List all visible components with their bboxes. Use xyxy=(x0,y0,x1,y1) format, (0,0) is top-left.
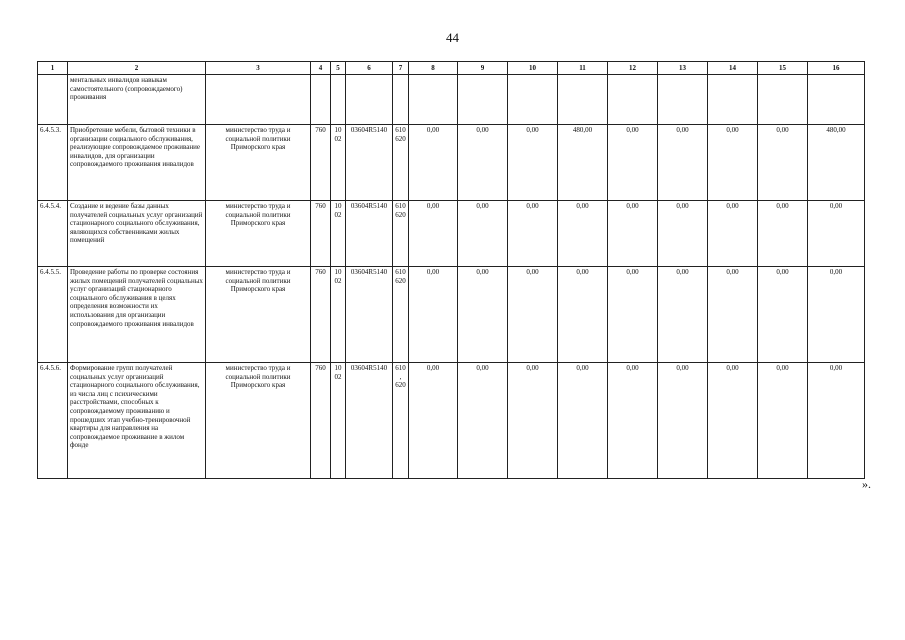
table-row xyxy=(38,125,865,201)
row-c7: 610, 620 xyxy=(393,363,409,479)
row-code: 6.4.5.5. xyxy=(38,267,68,363)
row-value: 0,00 xyxy=(608,267,658,363)
row-executor: министерство труда и социальной политики Приморского края xyxy=(206,267,311,363)
row-name: Проведение работы по проверке состояния жилых помещений получателей социальных услуг организаций стационарного социального обслуживания в целях определения возможности их использования для организации сопровождаемого проживания инвалидов xyxy=(68,267,206,363)
row-c6: 03604R5140 xyxy=(346,125,393,201)
page-number: 44 xyxy=(446,30,459,45)
closing-quote-mark: ». xyxy=(862,477,871,491)
row-value: 0,00 xyxy=(558,363,608,479)
row-value: 0,00 xyxy=(608,201,658,267)
row-value: 0,00 xyxy=(808,201,865,267)
row-executor: министерство труда и социальной политики Приморского края xyxy=(206,363,311,479)
row-value: 0,00 xyxy=(458,363,508,479)
row-value: 0,00 xyxy=(608,125,658,201)
row-value: 0,00 xyxy=(458,267,508,363)
column-header: 7 xyxy=(393,62,409,75)
row-c5: 1002 xyxy=(331,267,346,363)
row-c5: 1002 xyxy=(331,125,346,201)
column-header: 4 xyxy=(311,62,331,75)
row-c5: 1002 xyxy=(331,201,346,267)
column-header: 15 xyxy=(758,62,808,75)
row-value: 0,00 xyxy=(658,201,708,267)
row-value: 480,00 xyxy=(808,125,865,201)
row-value: 0,00 xyxy=(658,125,708,201)
row-c4: 760 xyxy=(311,363,331,479)
column-header: 8 xyxy=(409,62,458,75)
table-row xyxy=(38,363,865,479)
row-code: 6.4.5.3. xyxy=(38,125,68,201)
row-value: 0,00 xyxy=(508,201,558,267)
row-value: 0,00 xyxy=(458,125,508,201)
row-c6: 03604R5140 xyxy=(346,363,393,479)
column-header: 2 xyxy=(68,62,206,75)
column-header: 5 xyxy=(331,62,346,75)
row-c6: 03604R5140 xyxy=(346,201,393,267)
row-value: 0,00 xyxy=(808,363,865,479)
row-value: 0,00 xyxy=(708,363,758,479)
row-value: 0,00 xyxy=(458,201,508,267)
column-header: 13 xyxy=(658,62,708,75)
row-c7: 610 620 xyxy=(393,125,409,201)
row-value: 0,00 xyxy=(758,125,808,201)
row-name: Формирование групп получателей социальных услуг организаций стационарного социального обслуживания, из числа лиц с психическими расстройствами, способных к сопровождаемому проживанию и прошедших этап учебно-тренировочной квартиры для направления на сопровождаемое проживание в жилом фонде xyxy=(68,363,206,479)
column-header: 3 xyxy=(206,62,311,75)
column-header: 9 xyxy=(458,62,508,75)
column-header: 10 xyxy=(508,62,558,75)
row-c7: 610 620 xyxy=(393,201,409,267)
column-header: 12 xyxy=(608,62,658,75)
row-value: 0,00 xyxy=(708,201,758,267)
row-code: 6.4.5.4. xyxy=(38,201,68,267)
row-value: 0,00 xyxy=(758,201,808,267)
row-c4: 760 xyxy=(311,125,331,201)
row-value: 0,00 xyxy=(808,267,865,363)
row-c6: 03604R5140 xyxy=(346,267,393,363)
row-value: 0,00 xyxy=(409,363,458,479)
row-value: 0,00 xyxy=(658,363,708,479)
row-name: Приобретение мебели, бытовой техники в организации социального обслуживания, реализующие сопровождаемое проживание инвалидов, для организации сопровождаемого проживания инвалидов xyxy=(68,125,206,201)
row-value: 0,00 xyxy=(508,125,558,201)
row-value: 0,00 xyxy=(409,201,458,267)
header-row xyxy=(38,62,865,75)
row-value: 0,00 xyxy=(558,267,608,363)
row-c7: 610 620 xyxy=(393,267,409,363)
row-value: 0,00 xyxy=(508,267,558,363)
column-header: 6 xyxy=(346,62,393,75)
row-value: 480,00 xyxy=(558,125,608,201)
row-value: 0,00 xyxy=(608,363,658,479)
row-value: 0,00 xyxy=(758,267,808,363)
row-c4: 760 xyxy=(311,201,331,267)
column-header: 16 xyxy=(808,62,865,75)
row-value: 0,00 xyxy=(558,201,608,267)
row-value: 0,00 xyxy=(708,267,758,363)
row-value: 0,00 xyxy=(708,125,758,201)
row-executor: министерство труда и социальной политики Приморского края xyxy=(206,201,311,267)
table-row xyxy=(38,267,865,363)
column-header: 11 xyxy=(558,62,608,75)
column-header: 1 xyxy=(38,62,68,75)
continuation-row xyxy=(38,75,865,125)
budget-table xyxy=(37,61,865,479)
row-c5: 1002 xyxy=(331,363,346,479)
row-name: Создание и ведение базы данных получателей социальных услуг организаций стационарного социального обслуживания, являющихся собственниками жилых помещений xyxy=(68,201,206,267)
row-value: 0,00 xyxy=(758,363,808,479)
continuation-text: ментальных инвалидов навыкам самостоятельного (сопровождаемого) проживания xyxy=(68,75,206,125)
row-value: 0,00 xyxy=(508,363,558,479)
row-code: 6.4.5.6. xyxy=(38,363,68,479)
row-value: 0,00 xyxy=(658,267,708,363)
row-value: 0,00 xyxy=(409,267,458,363)
row-value: 0,00 xyxy=(409,125,458,201)
table-row xyxy=(38,201,865,267)
row-c4: 760 xyxy=(311,267,331,363)
row-executor: министерство труда и социальной политики Приморского края xyxy=(206,125,311,201)
column-header: 14 xyxy=(708,62,758,75)
